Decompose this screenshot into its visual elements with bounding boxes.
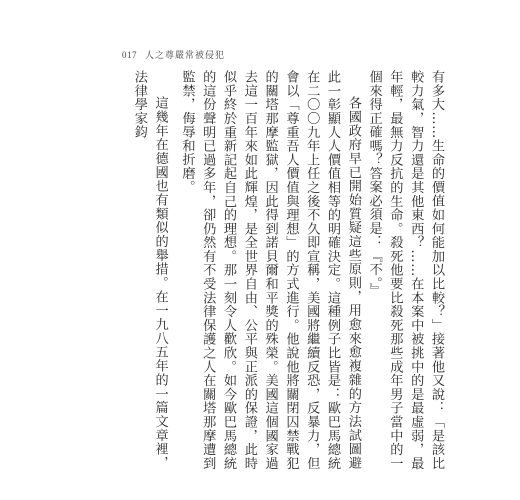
- paragraph-3: 這幾年在德國也有類似的舉措。在一九八五年的一篇文章裡，法律學家鈞: [131, 70, 168, 470]
- paragraph-1: 有多大……生命的價值如何能加以比較？」接著他又說：「是該比較力氣，智力還是其他東西？……在本案中被挑中的是最虛弱，最年輕，最無力反抗的生命。殺死他要比殺死那些成年男子當中的一個來得正確嗎？答案必須是：『不。』: [366, 70, 444, 470]
- running-title: 人之尊嚴常被侵犯: [145, 51, 226, 61]
- paragraph-2: 各國政府早已開始質疑這些原則，用愈來愈複雜的方法試圖避此一彰顯人人價值相等的明確決定。這種例子比皆是：歐巴馬總統在二〇〇九年上任之後不久即宣稱，美國將繼續反恐，反暴力，但會以「尊重吾人價值與理想」的方式進行。他說他將關閉囚禁戰犯的關塔那摩監獄，因此得到諾貝爾和平獎的殊榮。美國這個國家過去這一百年來如此輝煌，是全世界自由、公平與正派的保證，此時似乎終於重新記起自己的理想。那一刻令人歡欣。如今歐巴馬總統的這份聲明已過多年，卻仍然有不受法律保護之人在關塔那摩遭到監禁，侮辱和折磨。: [179, 70, 361, 470]
- page-number: 017: [122, 50, 137, 60]
- running-header: [122, 48, 225, 61]
- body-text: [118, 70, 446, 470]
